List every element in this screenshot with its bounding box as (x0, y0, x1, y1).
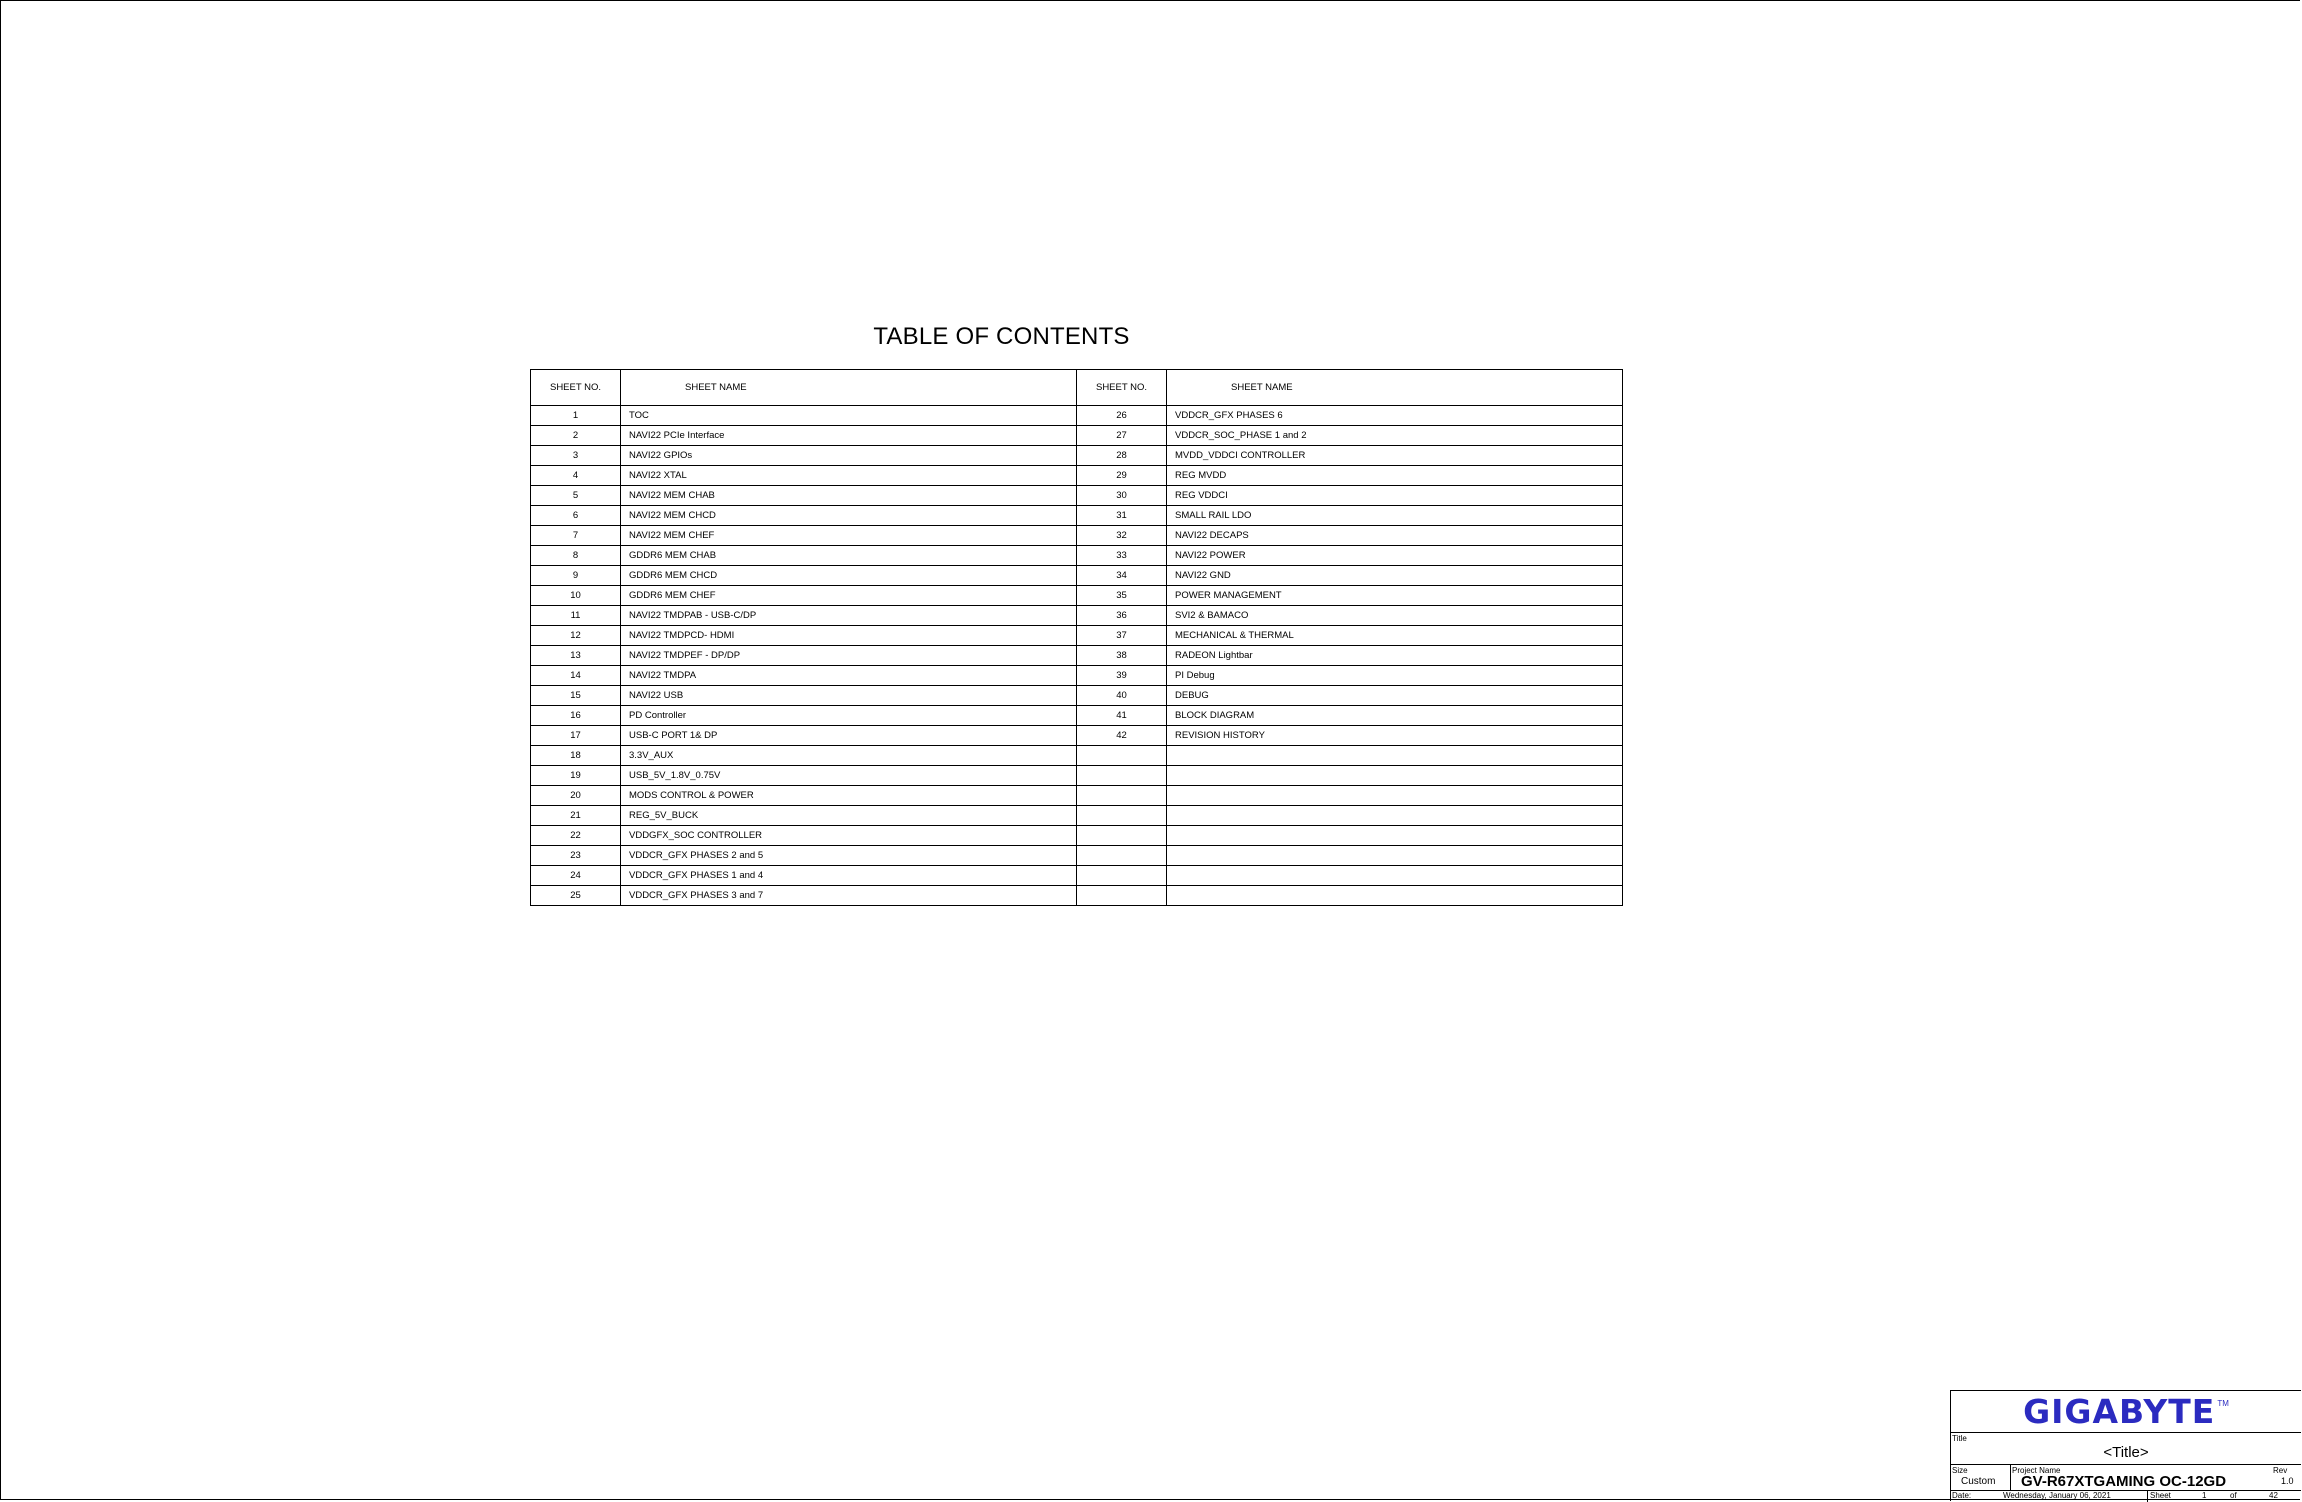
sheet-number-right: 35 (1077, 586, 1167, 606)
title-value: <Title> (2103, 1444, 2149, 1461)
sheet-number-left: 21 (531, 806, 621, 826)
sheet-number-right: 32 (1077, 526, 1167, 546)
trademark-mark: TM (2217, 1399, 2229, 1408)
sheet-name-left: GDDR6 MEM CHAB (621, 546, 1077, 566)
sheet-name-right: REVISION HISTORY (1167, 726, 1623, 746)
sheet-name-left: VDDCR_GFX PHASES 2 and 5 (621, 846, 1077, 866)
toc-row (531, 706, 1623, 726)
sheet-number-right (1077, 746, 1167, 766)
toc-row (531, 826, 1623, 846)
toc-row (531, 766, 1623, 786)
sheet-name-right: MECHANICAL & THERMAL (1167, 626, 1623, 646)
sheet-name-right (1167, 786, 1623, 806)
sheet-name-left: NAVI22 XTAL (621, 466, 1077, 486)
sheet-name-left: USB_5V_1.8V_0.75V (621, 766, 1077, 786)
toc-row (531, 426, 1623, 446)
sheet-number-right: 36 (1077, 606, 1167, 626)
sheet-name-left: GDDR6 MEM CHCD (621, 566, 1077, 586)
sheet-number-right: 27 (1077, 426, 1167, 446)
sheet-number-left: 17 (531, 726, 621, 746)
sheet-name-right (1167, 766, 1623, 786)
toc-header-row (531, 370, 1623, 406)
toc-row (531, 406, 1623, 426)
sheet-name-left: PD Controller (621, 706, 1077, 726)
sheet-number-right (1077, 806, 1167, 826)
size-label: Size (1952, 1466, 1968, 1475)
sheet-value: 1 (2202, 1491, 2207, 1500)
sheet-name-left: NAVI22 MEM CHCD (621, 506, 1077, 526)
toc-row (531, 846, 1623, 866)
sheet-number-right: 31 (1077, 506, 1167, 526)
sheet-name-right: DEBUG (1167, 686, 1623, 706)
sheet-number-right (1077, 866, 1167, 886)
date-value: Wednesday, January 06, 2021 (2003, 1491, 2111, 1500)
toc-row (531, 866, 1623, 886)
toc-row (531, 806, 1623, 826)
sheet-name-left: GDDR6 MEM CHEF (621, 586, 1077, 606)
sheet-number-left: 15 (531, 686, 621, 706)
sheet-name-left: NAVI22 TMDPA (621, 666, 1077, 686)
sheet-number-left: 8 (531, 546, 621, 566)
sheet-number-left: 1 (531, 406, 621, 426)
sheet-name-right (1167, 826, 1623, 846)
project-label: Project Name (2012, 1466, 2061, 1475)
sheet-name-right (1167, 746, 1623, 766)
sheet-number-right (1077, 846, 1167, 866)
toc-row (531, 746, 1623, 766)
sheet-no-header-right: SHEET NO. (1077, 370, 1167, 406)
sheet-name-left: NAVI22 MEM CHAB (621, 486, 1077, 506)
sheet-number-right: 37 (1077, 626, 1167, 646)
sheet-name-right (1167, 846, 1623, 866)
sheet-name-right: BLOCK DIAGRAM (1167, 706, 1623, 726)
sheet-name-left: TOC (621, 406, 1077, 426)
sheet-number-left: 7 (531, 526, 621, 546)
sheet-name-right: REG MVDD (1167, 466, 1623, 486)
date-label: Date: (1952, 1491, 1972, 1500)
of-value: 42 (2269, 1491, 2278, 1500)
sheet-name-left: NAVI22 GPIOs (621, 446, 1077, 466)
sheet-number-left: 10 (531, 586, 621, 606)
toc-row (531, 506, 1623, 526)
toc-title: TABLE OF CONTENTS (873, 323, 1130, 350)
sheet-number-right (1077, 826, 1167, 846)
toc-row (531, 606, 1623, 626)
sheet-number-right: 33 (1077, 546, 1167, 566)
sheet-name-left: MODS CONTROL & POWER (621, 786, 1077, 806)
date-row (1951, 1490, 2301, 1502)
sheet-name-right: PI Debug (1167, 666, 1623, 686)
sheet-name-right: SMALL RAIL LDO (1167, 506, 1623, 526)
toc-body (531, 406, 1623, 906)
toc-row (531, 626, 1623, 646)
sheet-number-right: 39 (1077, 666, 1167, 686)
rev-label: Rev (2273, 1466, 2288, 1475)
sheet-number-right (1077, 766, 1167, 786)
sheet-name-left: VDDGFX_SOC CONTROLLER (621, 826, 1077, 846)
sheet-number-left: 5 (531, 486, 621, 506)
sheet-label: Sheet (2150, 1491, 2171, 1500)
logo-text: GIGABYTE (2023, 1391, 2216, 1431)
sheet-name-left: NAVI22 PCIe Interface (621, 426, 1077, 446)
sheet-number-right: 41 (1077, 706, 1167, 726)
sheet-name-right: VDDCR_GFX PHASES 6 (1167, 406, 1623, 426)
sheet-name-right: POWER MANAGEMENT (1167, 586, 1623, 606)
toc-row (531, 666, 1623, 686)
project-cell (2011, 1465, 2302, 1490)
sheet-name-right: NAVI22 GND (1167, 566, 1623, 586)
sheet-name-left: VDDCR_GFX PHASES 1 and 4 (621, 866, 1077, 886)
toc-row (531, 526, 1623, 546)
sheet-name-right: MVDD_VDDCI CONTROLLER (1167, 446, 1623, 466)
sheet-number-right: 28 (1077, 446, 1167, 466)
toc-row (531, 586, 1623, 606)
sheet-number-left: 9 (531, 566, 621, 586)
rev-cell (2272, 1465, 2301, 1490)
sheet-number-right: 38 (1077, 646, 1167, 666)
toc-row (531, 686, 1623, 706)
sheet-name-right: REG VDDCI (1167, 486, 1623, 506)
sheet-number-left: 4 (531, 466, 621, 486)
sheet-name-left: NAVI22 MEM CHEF (621, 526, 1077, 546)
sheet-name-left: NAVI22 TMDPCD- HDMI (621, 626, 1077, 646)
sheet-name-right (1167, 806, 1623, 826)
sheet-number-left: 3 (531, 446, 621, 466)
toc-row (531, 726, 1623, 746)
toc-row (531, 486, 1623, 506)
sheet-name-right: NAVI22 DECAPS (1167, 526, 1623, 546)
sheet-name-right: SVI2 & BAMACO (1167, 606, 1623, 626)
title-label: Title (1952, 1434, 1967, 1443)
sheet-number-left: 2 (531, 426, 621, 446)
title-row (1951, 1432, 2301, 1464)
gigabyte-logo (1951, 1391, 2301, 1432)
sheet-number-left: 16 (531, 706, 621, 726)
sheet-number-left: 6 (531, 506, 621, 526)
sheet-name-header-right: SHEET NAME (1167, 370, 1623, 406)
sheet-name-left: NAVI22 USB (621, 686, 1077, 706)
toc-row (531, 886, 1623, 906)
sheet-name-right (1167, 886, 1623, 906)
sheet-name-header-left: SHEET NAME (621, 370, 1077, 406)
sheet-number-left: 14 (531, 666, 621, 686)
sheet-name-right: VDDCR_SOC_PHASE 1 and 2 (1167, 426, 1623, 446)
size-cell (1951, 1465, 2011, 1490)
sheet-name-right: NAVI22 POWER (1167, 546, 1623, 566)
rev-value: 1.0 (2281, 1476, 2294, 1486)
toc-table (530, 369, 1623, 906)
of-label: of (2230, 1491, 2237, 1500)
sheet-number-left: 25 (531, 886, 621, 906)
sheet-number-left: 22 (531, 826, 621, 846)
sheet-name-left: NAVI22 TMDPAB - USB-C/DP (621, 606, 1077, 626)
sheet-name-left: VDDCR_GFX PHASES 3 and 7 (621, 886, 1077, 906)
toc-row (531, 546, 1623, 566)
sheet-name-left: NAVI22 TMDPEF - DP/DP (621, 646, 1077, 666)
sheet-name-left: USB-C PORT 1& DP (621, 726, 1077, 746)
size-value: Custom (1961, 1476, 1996, 1487)
toc-row (531, 786, 1623, 806)
sheet-number-left: 24 (531, 866, 621, 886)
sheet-name-left: REG_5V_BUCK (621, 806, 1077, 826)
sheet-number-right: 26 (1077, 406, 1167, 426)
toc-row (531, 646, 1623, 666)
sheet-cell (2147, 1491, 2148, 1502)
sheet-number-left: 19 (531, 766, 621, 786)
sheet-number-right: 42 (1077, 726, 1167, 746)
sheet-number-right: 40 (1077, 686, 1167, 706)
sheet-number-right: 29 (1077, 466, 1167, 486)
project-row (1951, 1464, 2301, 1490)
sheet-number-left: 20 (531, 786, 621, 806)
project-name-value: GV-R67XTGAMING OC-12GD (2021, 1473, 2227, 1490)
sheet-name-right (1167, 866, 1623, 886)
sheet-number-right (1077, 786, 1167, 806)
sheet-number-right: 30 (1077, 486, 1167, 506)
sheet-name-right: RADEON Lightbar (1167, 646, 1623, 666)
sheet-no-header-left: SHEET NO. (531, 370, 621, 406)
title-block (1950, 1390, 2301, 1501)
sheet-number-left: 11 (531, 606, 621, 626)
sheet-number-right (1077, 886, 1167, 906)
sheet-name-left: 3.3V_AUX (621, 746, 1077, 766)
sheet-number-left: 13 (531, 646, 621, 666)
toc-row (531, 466, 1623, 486)
sheet-number-right: 34 (1077, 566, 1167, 586)
toc-row (531, 446, 1623, 466)
sheet-number-left: 23 (531, 846, 621, 866)
sheet-number-left: 18 (531, 746, 621, 766)
sheet-number-left: 12 (531, 626, 621, 646)
toc-row (531, 566, 1623, 586)
